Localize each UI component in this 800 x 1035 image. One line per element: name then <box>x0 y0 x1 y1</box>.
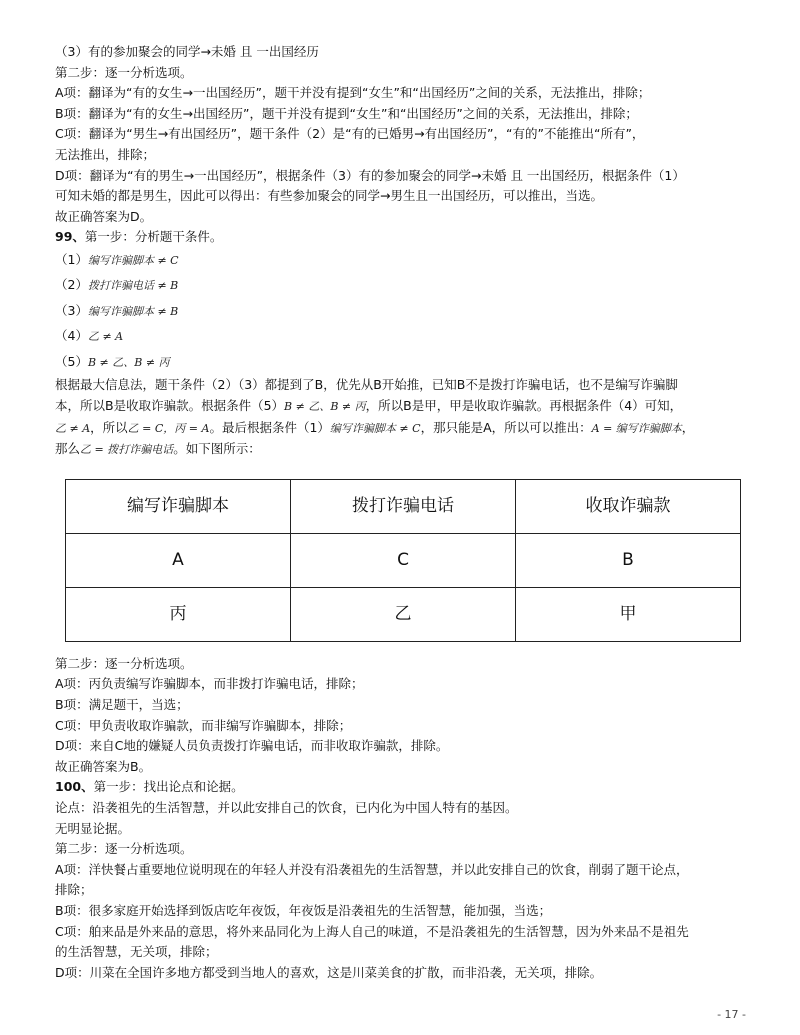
text-line: D项：来自C地的嫌疑人员负责拨打诈骗电话，而非收取诈骗款，排除。 <box>55 738 449 754</box>
text-line: C项：甲负责收取诈骗款，而非编写诈骗脚本，排除； <box>55 717 352 733</box>
reasoning-text: 那么 <box>55 441 81 457</box>
text-line: D项：翻译为“有的男生→一出国经历”，根据条件（3）有的参加聚会的同学→未婚 且 一出国经历，根据条件（1） <box>55 167 685 183</box>
table-cell: C <box>291 533 516 587</box>
text-line: A项：洋快餐占重要地位说明现在的年轻人并没有沿袭祖先的生活智慧，并以此安排自己的饮食，削弱了题干论点， <box>55 861 689 877</box>
condition-item <box>55 350 755 376</box>
condition-formula: 拨打诈骗电话 ≠ B <box>87 279 179 293</box>
formula: A = 编写诈骗脚本 <box>591 421 682 435</box>
reasoning-text: ，那只能是A，所以可以推出： <box>420 419 592 435</box>
condition-number: （5） <box>55 353 88 369</box>
condition-number: （3） <box>55 302 88 318</box>
formula: B ≠ 乙、B ≠ 丙 <box>284 400 366 414</box>
q99-heading-text: 第一步：分析题干条件。 <box>84 229 223 245</box>
table-cell: 甲 <box>516 587 741 641</box>
q100-heading <box>55 777 755 798</box>
formula: 乙 = 拨打诈骗电话 <box>80 443 174 457</box>
reasoning-text: 。最后根据条件（1） <box>209 419 330 435</box>
document-page <box>55 42 755 983</box>
q99-conditions <box>55 248 755 376</box>
reasoning-line <box>55 396 755 418</box>
reasoning-text: ，所以B是甲，甲是收取诈骗款。再根据条件（4）可知， <box>365 398 683 414</box>
condition-formula: B ≠ 乙、B ≠ 丙 <box>87 355 170 369</box>
text-line: 的生活智慧，无关项，排除； <box>55 944 218 960</box>
text-line: 论点：沿袭祖先的生活智慧，并以此安排自己的饮食，已内化为中国人特有的基因。 <box>55 799 518 815</box>
text-line: A项：翻译为“有的女生→一出国经历”，题干并没有提到“女生”和“出国经历”之间的关系，无法推出，排除； <box>55 85 651 101</box>
q98-analysis <box>55 42 755 227</box>
page-number: - 17 - <box>717 1008 746 1021</box>
reasoning-line <box>55 418 755 440</box>
reasoning-text: ， <box>681 419 695 435</box>
condition-number: （1） <box>55 251 88 267</box>
text-line: 第二步：逐一分析选项。 <box>55 64 193 80</box>
condition-item <box>55 299 755 325</box>
condition-formula: 乙 ≠ A <box>87 330 124 344</box>
formula: 编写诈骗脚本 ≠ C <box>329 421 421 435</box>
reasoning-text: 本，所以B是收取诈骗款。根据条件（5） <box>55 398 285 414</box>
q100-heading-text: 第一步：找出论点和论据。 <box>93 779 244 795</box>
condition-item <box>55 273 755 299</box>
text-line: C项：翻译为“男生→有出国经历”，题干条件（2）是“有的已婚男→有出国经历”，“有的”不能推出“所有”， <box>55 126 645 142</box>
q100-analysis <box>55 798 755 983</box>
reasoning-line: 根据最大信息法，题干条件（2）（3）都提到了B，优先从B开始推，已知B不是拨打诈骗电话，也不是编写诈骗脚 <box>55 377 678 393</box>
text-line: （3）有的参加聚会的同学→未婚 且 一出国经历 <box>55 44 319 59</box>
text-line: 排除； <box>55 882 93 898</box>
text-line: 第二步：逐一分析选项。 <box>55 655 193 671</box>
table-cell: 丙 <box>66 587 291 641</box>
text-line: 无法推出，排除； <box>55 146 156 162</box>
condition-item <box>55 248 755 274</box>
table-header-cell: 编写诈骗脚本 <box>66 479 291 533</box>
reasoning-line <box>55 439 755 461</box>
condition-formula: 编写诈骗脚本 ≠ C <box>87 253 179 267</box>
table-cell: B <box>516 533 741 587</box>
table-header-cell: 拨打诈骗电话 <box>291 479 516 533</box>
table-cell: 乙 <box>291 587 516 641</box>
condition-item <box>55 324 755 350</box>
text-line: 可知未婚的都是男生，因此可以得出：有些参加聚会的同学→男生且一出国经历，可以推出，当选。 <box>55 188 603 204</box>
formula: 乙 = C，丙 = A <box>127 421 210 435</box>
q100-number: 100、 <box>55 779 94 795</box>
condition-number: （4） <box>55 328 88 344</box>
text-line: B项：满足题干，当选； <box>55 697 189 712</box>
text-line: B项：很多家庭开始选择到饭店吃年夜饭，年夜饭是沿袭祖先的生活智慧，能加强，当选； <box>55 902 552 918</box>
text-line: B项：翻译为“有的女生→出国经历”，题干并没有提到“女生”和“出国经历”之间的关系，无法推出，排除； <box>55 105 638 121</box>
reasoning-text: ，所以 <box>90 419 128 435</box>
table-header-row <box>66 479 741 533</box>
table-row <box>66 533 741 587</box>
table-cell: A <box>66 533 291 587</box>
text-line: C项：舶来品是外来品的意思，将外来品同化为上海人自己的味道，不是沿袭祖先的生活智慧，因为外来品不是祖先 <box>55 923 689 939</box>
table-header-cell: 收取诈骗款 <box>516 479 741 533</box>
q99-reasoning <box>55 375 755 460</box>
table-row <box>66 587 741 641</box>
q99-options-analysis <box>55 654 755 778</box>
condition-number: （2） <box>55 277 88 293</box>
reasoning-text: 。如下图所示： <box>173 441 261 457</box>
text-line: 无明显论据。 <box>55 820 131 836</box>
condition-formula: 编写诈骗脚本 ≠ B <box>87 304 179 318</box>
text-line: 第二步：逐一分析选项。 <box>55 841 193 857</box>
q99-heading <box>55 227 755 248</box>
text-line: 故正确答案为B。 <box>55 758 152 774</box>
formula: 乙 ≠ A <box>55 421 91 435</box>
q99-number: 99、 <box>55 229 85 245</box>
text-line: A项：丙负责编写诈骗脚本，而非拨打诈骗电话，排除； <box>55 676 364 692</box>
text-line: 故正确答案为D。 <box>55 208 153 224</box>
text-line: D项：川菜在全国许多地方都受到当地人的喜欢，这是川菜美食的扩散，而非沿袭，无关项，排除。 <box>55 964 603 980</box>
assignment-table <box>65 479 741 642</box>
